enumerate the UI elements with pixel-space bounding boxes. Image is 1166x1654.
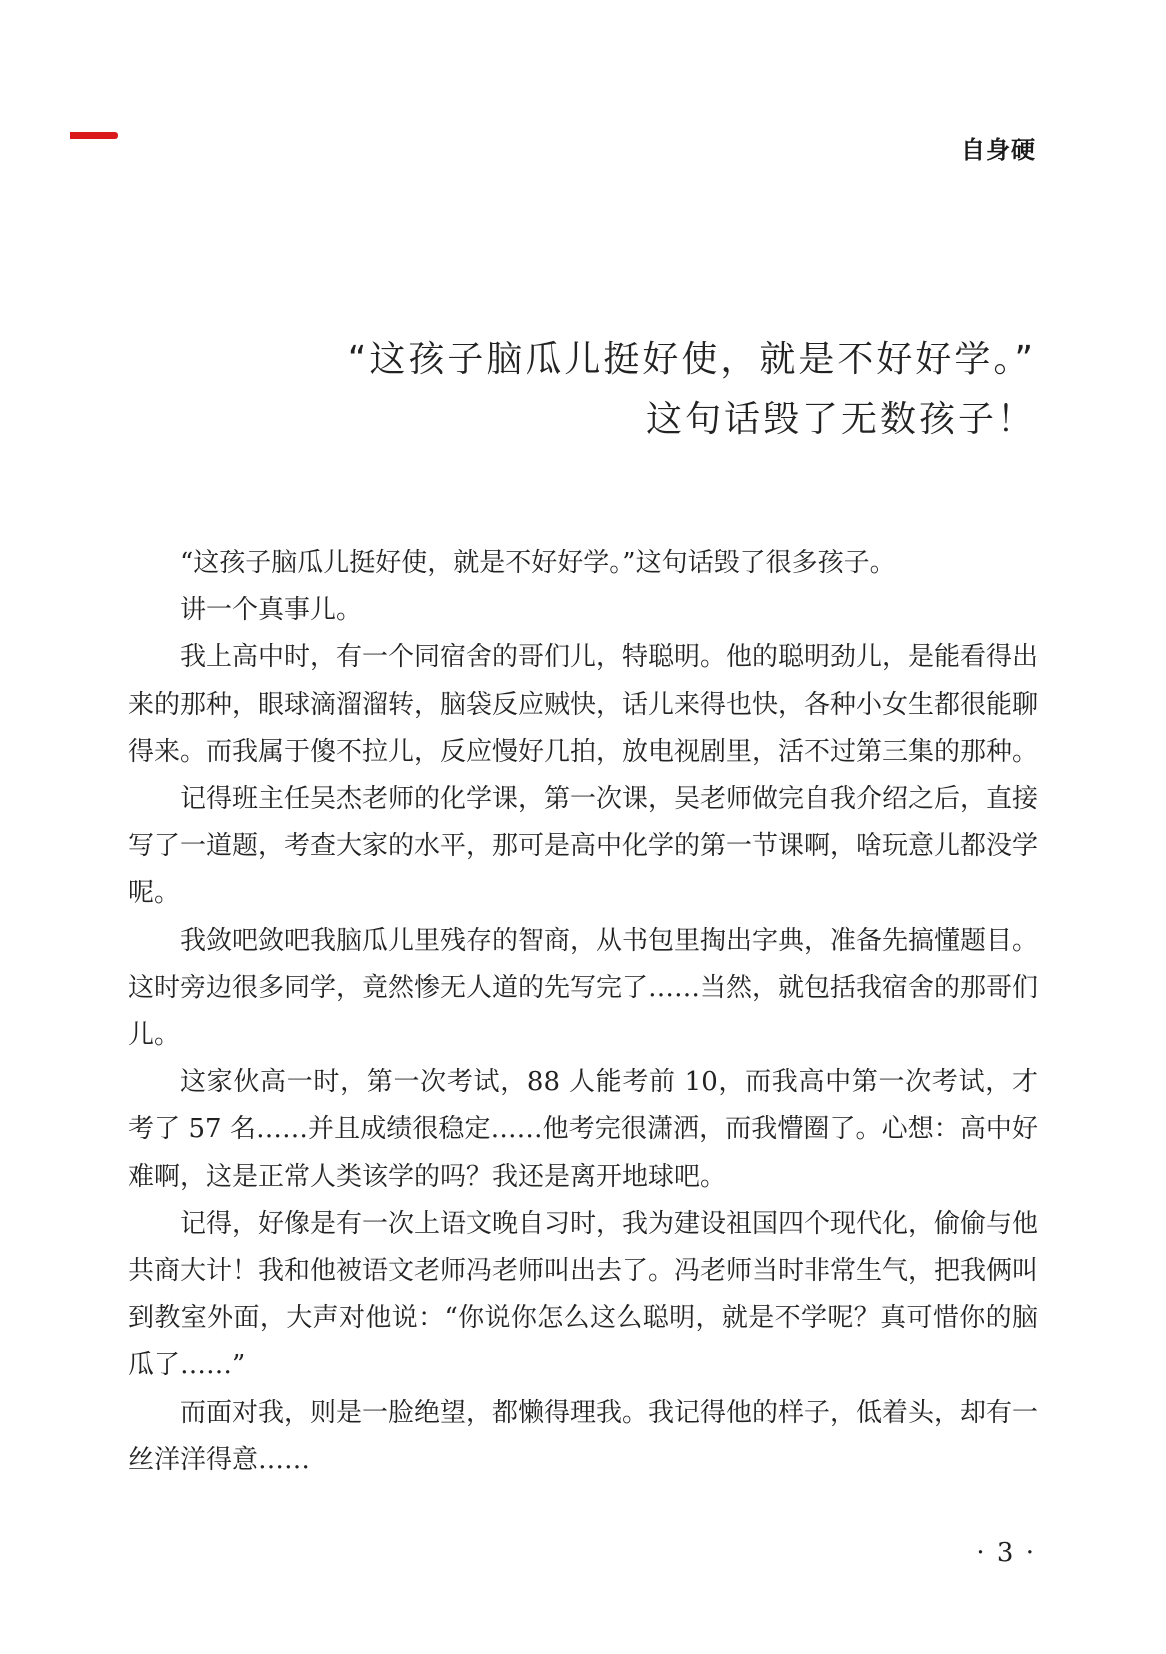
paragraph: 记得，好像是有一次上语文晚自习时，我为建设祖国四个现代化，偷偷与他共商大计！我和他被语文老师冯老师叫出去了。冯老师当时非常生气，把我俩叫到教室外面，大声对他说：“你说你怎么这么聪明，就是不学呢？真可惜你的脑瓜了……” [128, 1208, 1039, 1381]
paragraph: 这家伙高一时，第一次考试，88 人能考前 10，而我高中第一次考试，才考了 57 名……并且成绩很稳定……他考完很潇洒，而我懵圈了。心想：高中好难啊，这是正常人类该学的吗？我还是离开地球吧。 [128, 1067, 1038, 1192]
running-head: 自身硬 [961, 136, 1036, 164]
chapter-title [348, 330, 1036, 450]
chapter-title-line-1: “这孩子脑瓜儿挺好使，就是不好好学。” [347, 339, 1036, 380]
page-number: · 3 · [976, 1538, 1036, 1568]
paragraph: 我上高中时，有一个同宿舍的哥们儿，特聪明。他的聪明劲儿，是能看得出来的那种，眼球滴溜溜转，脑袋反应贼快，话儿来得也快，各种小女生都很能聊得来。而我属于傻不拉儿，反应慢好几拍，放电视剧里，活不过第三集的那种。 [128, 642, 1039, 767]
chapter-marker-bar [70, 132, 118, 139]
paragraph: 而面对我，则是一脸绝望，都懒得理我。我记得他的样子，低着头，却有一丝洋洋得意…… [128, 1397, 1039, 1475]
paragraph: 我敛吧敛吧我脑瓜儿里残存的智商，从书包里掏出字典，准备先搞懂题目。这时旁边很多同学，竟然惨无人道的先写完了……当然，就包括我宿舍的那哥们儿。 [128, 925, 1039, 1051]
paragraph: 讲一个真事儿。 [180, 595, 363, 626]
paragraph: 记得班主任吴杰老师的化学课，第一次课，吴老师做完自我介绍之后，直接写了一道题，考查大家的水平，那可是高中化学的第一节课啊，啥玩意儿都没学呢。 [128, 784, 1039, 909]
body-text [128, 540, 1038, 1484]
paragraph: “这孩子脑瓜儿挺好使，就是不好好学。”这句话毁了很多孩子。 [180, 548, 896, 578]
chapter-title-line-2: 这句话毁了无数孩子！ [645, 399, 1036, 440]
